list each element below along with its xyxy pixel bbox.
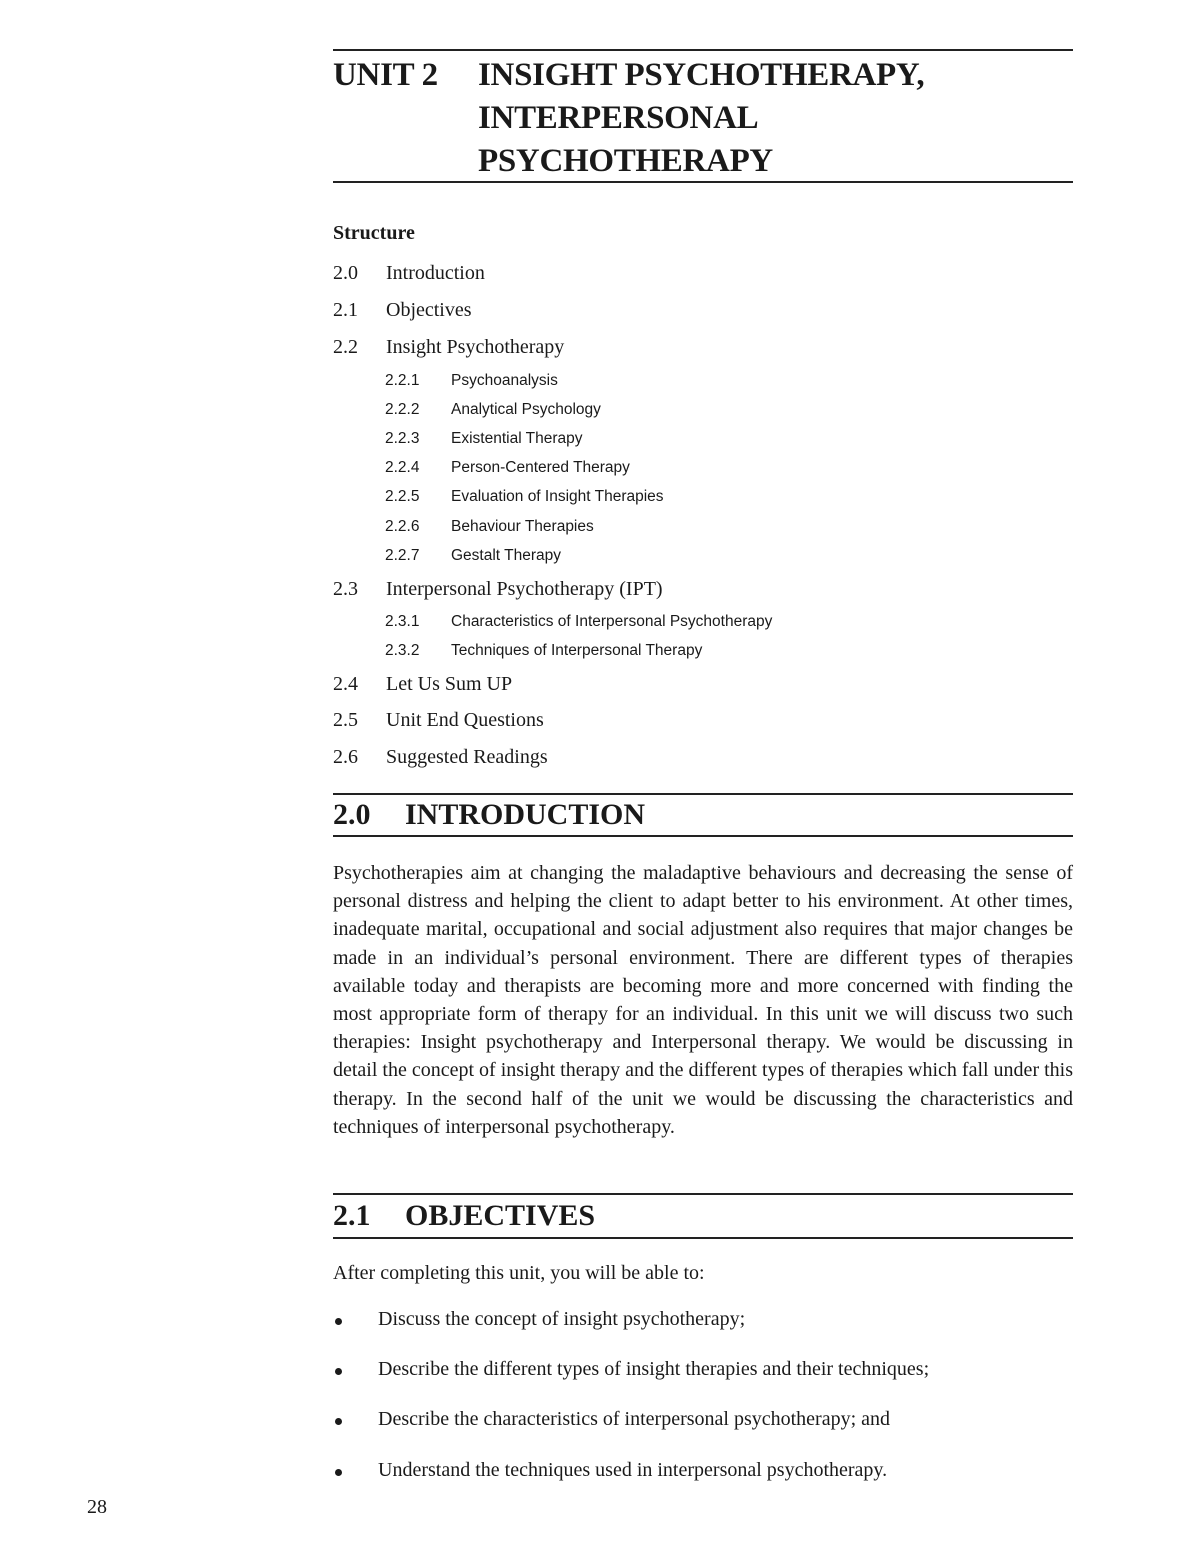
toc-title: Techniques of Interpersonal Therapy (451, 642, 703, 659)
toc-title: Behaviour Therapies (451, 518, 594, 535)
toc-title: Objectives (386, 299, 472, 321)
toc-number: 2.2.1 (385, 372, 420, 389)
title-bottom-rule (333, 181, 1073, 183)
list-item-text: Describe the different types of insight therapies and their techniques; (378, 1358, 930, 1380)
toc-number: 2.2.5 (385, 488, 420, 505)
toc-number: 2.1 (333, 299, 358, 321)
toc-number: 2.2 (333, 336, 358, 358)
toc-title: Insight Psychotherapy (386, 336, 565, 358)
toc-title: Characteristics of Interpersonal Psychotherapy (451, 613, 773, 630)
list-item-text: Describe the characteristics of interpersonal psychotherapy; and (378, 1408, 891, 1430)
toc-title: Interpersonal Psychotherapy (IPT) (386, 578, 663, 600)
toc-number: 2.3.2 (385, 642, 420, 659)
toc-number: 2.2.7 (385, 547, 420, 564)
toc-number: 2.3.1 (385, 613, 420, 630)
toc-number: 2.3 (333, 578, 358, 600)
toc-title: Analytical Psychology (451, 401, 601, 418)
toc-title: Existential Therapy (451, 430, 583, 447)
section-rule-bottom (333, 835, 1073, 837)
toc-number: 2.2.3 (385, 430, 420, 447)
section-rule-bottom (333, 1237, 1073, 1239)
structure-heading: Structure (333, 222, 415, 244)
toc-title: Gestalt Therapy (451, 547, 561, 564)
section-rule-top (333, 793, 1073, 795)
section-number: 2.0 (333, 798, 371, 831)
toc-number: 2.2.6 (385, 518, 420, 535)
unit-title-text (478, 54, 1073, 183)
bullet-icon (335, 1318, 342, 1325)
bullet-icon (335, 1368, 342, 1375)
list-item-text: Understand the techniques used in interpersonal psychotherapy. (378, 1459, 888, 1481)
unit-title-line: INSIGHT PSYCHOTHERAPY, (478, 57, 925, 93)
introduction-paragraph: Psychotherapies aim at changing the maladaptive behaviours and decreasing the sense of personal distress and helping the client to adapt better to his environment. At other times, inadequate marital, occupational and social adjustment also requires that major changes be made in an individual’s personal environment. There are different types of therapies available today and therapists are becoming more and more concerned with finding the most appropriate form of therapy for an individual. In this unit we will discuss two such therapies: Insight psychotherapy and Interpersonal therapy. We would be discussing in detail the concept of insight therapy and the different types of therapies which fall under this therapy. In the second half of the unit we would be discussing the characteristics and techniques of interpersonal psychotherapy. (333, 862, 1073, 1138)
toc-title: Suggested Readings (386, 746, 548, 768)
unit-title-line: PSYCHOTHERAPY (478, 143, 773, 179)
toc-title: Unit End Questions (386, 709, 544, 731)
page-number: 28 (87, 1496, 107, 1518)
toc-title: Psychoanalysis (451, 372, 558, 389)
section-number: 2.1 (333, 1199, 371, 1232)
toc-number: 2.2.2 (385, 401, 420, 418)
bullet-icon (335, 1469, 342, 1476)
toc-number: 2.5 (333, 709, 358, 731)
toc-number: 2.6 (333, 746, 358, 768)
toc-title: Introduction (386, 262, 485, 284)
bullet-icon (335, 1418, 342, 1425)
objectives-intro: After completing this unit, you will be able to: (333, 1262, 705, 1284)
toc-title: Evaluation of Insight Therapies (451, 488, 664, 505)
toc-number: 2.4 (333, 673, 358, 695)
unit-number: UNIT 2 (333, 57, 438, 93)
toc-title: Let Us Sum UP (386, 673, 513, 695)
toc-title: Person-Centered Therapy (451, 459, 630, 476)
section-rule-top (333, 1193, 1073, 1195)
section-title: OBJECTIVES (405, 1199, 596, 1232)
section-title: INTRODUCTION (405, 798, 646, 831)
list-item-text: Discuss the concept of insight psychotherapy; (378, 1308, 746, 1330)
top-rule (333, 49, 1073, 51)
unit-title-line: INTERPERSONAL (478, 100, 759, 136)
toc-number: 2.2.4 (385, 459, 420, 476)
toc-number: 2.0 (333, 262, 358, 284)
